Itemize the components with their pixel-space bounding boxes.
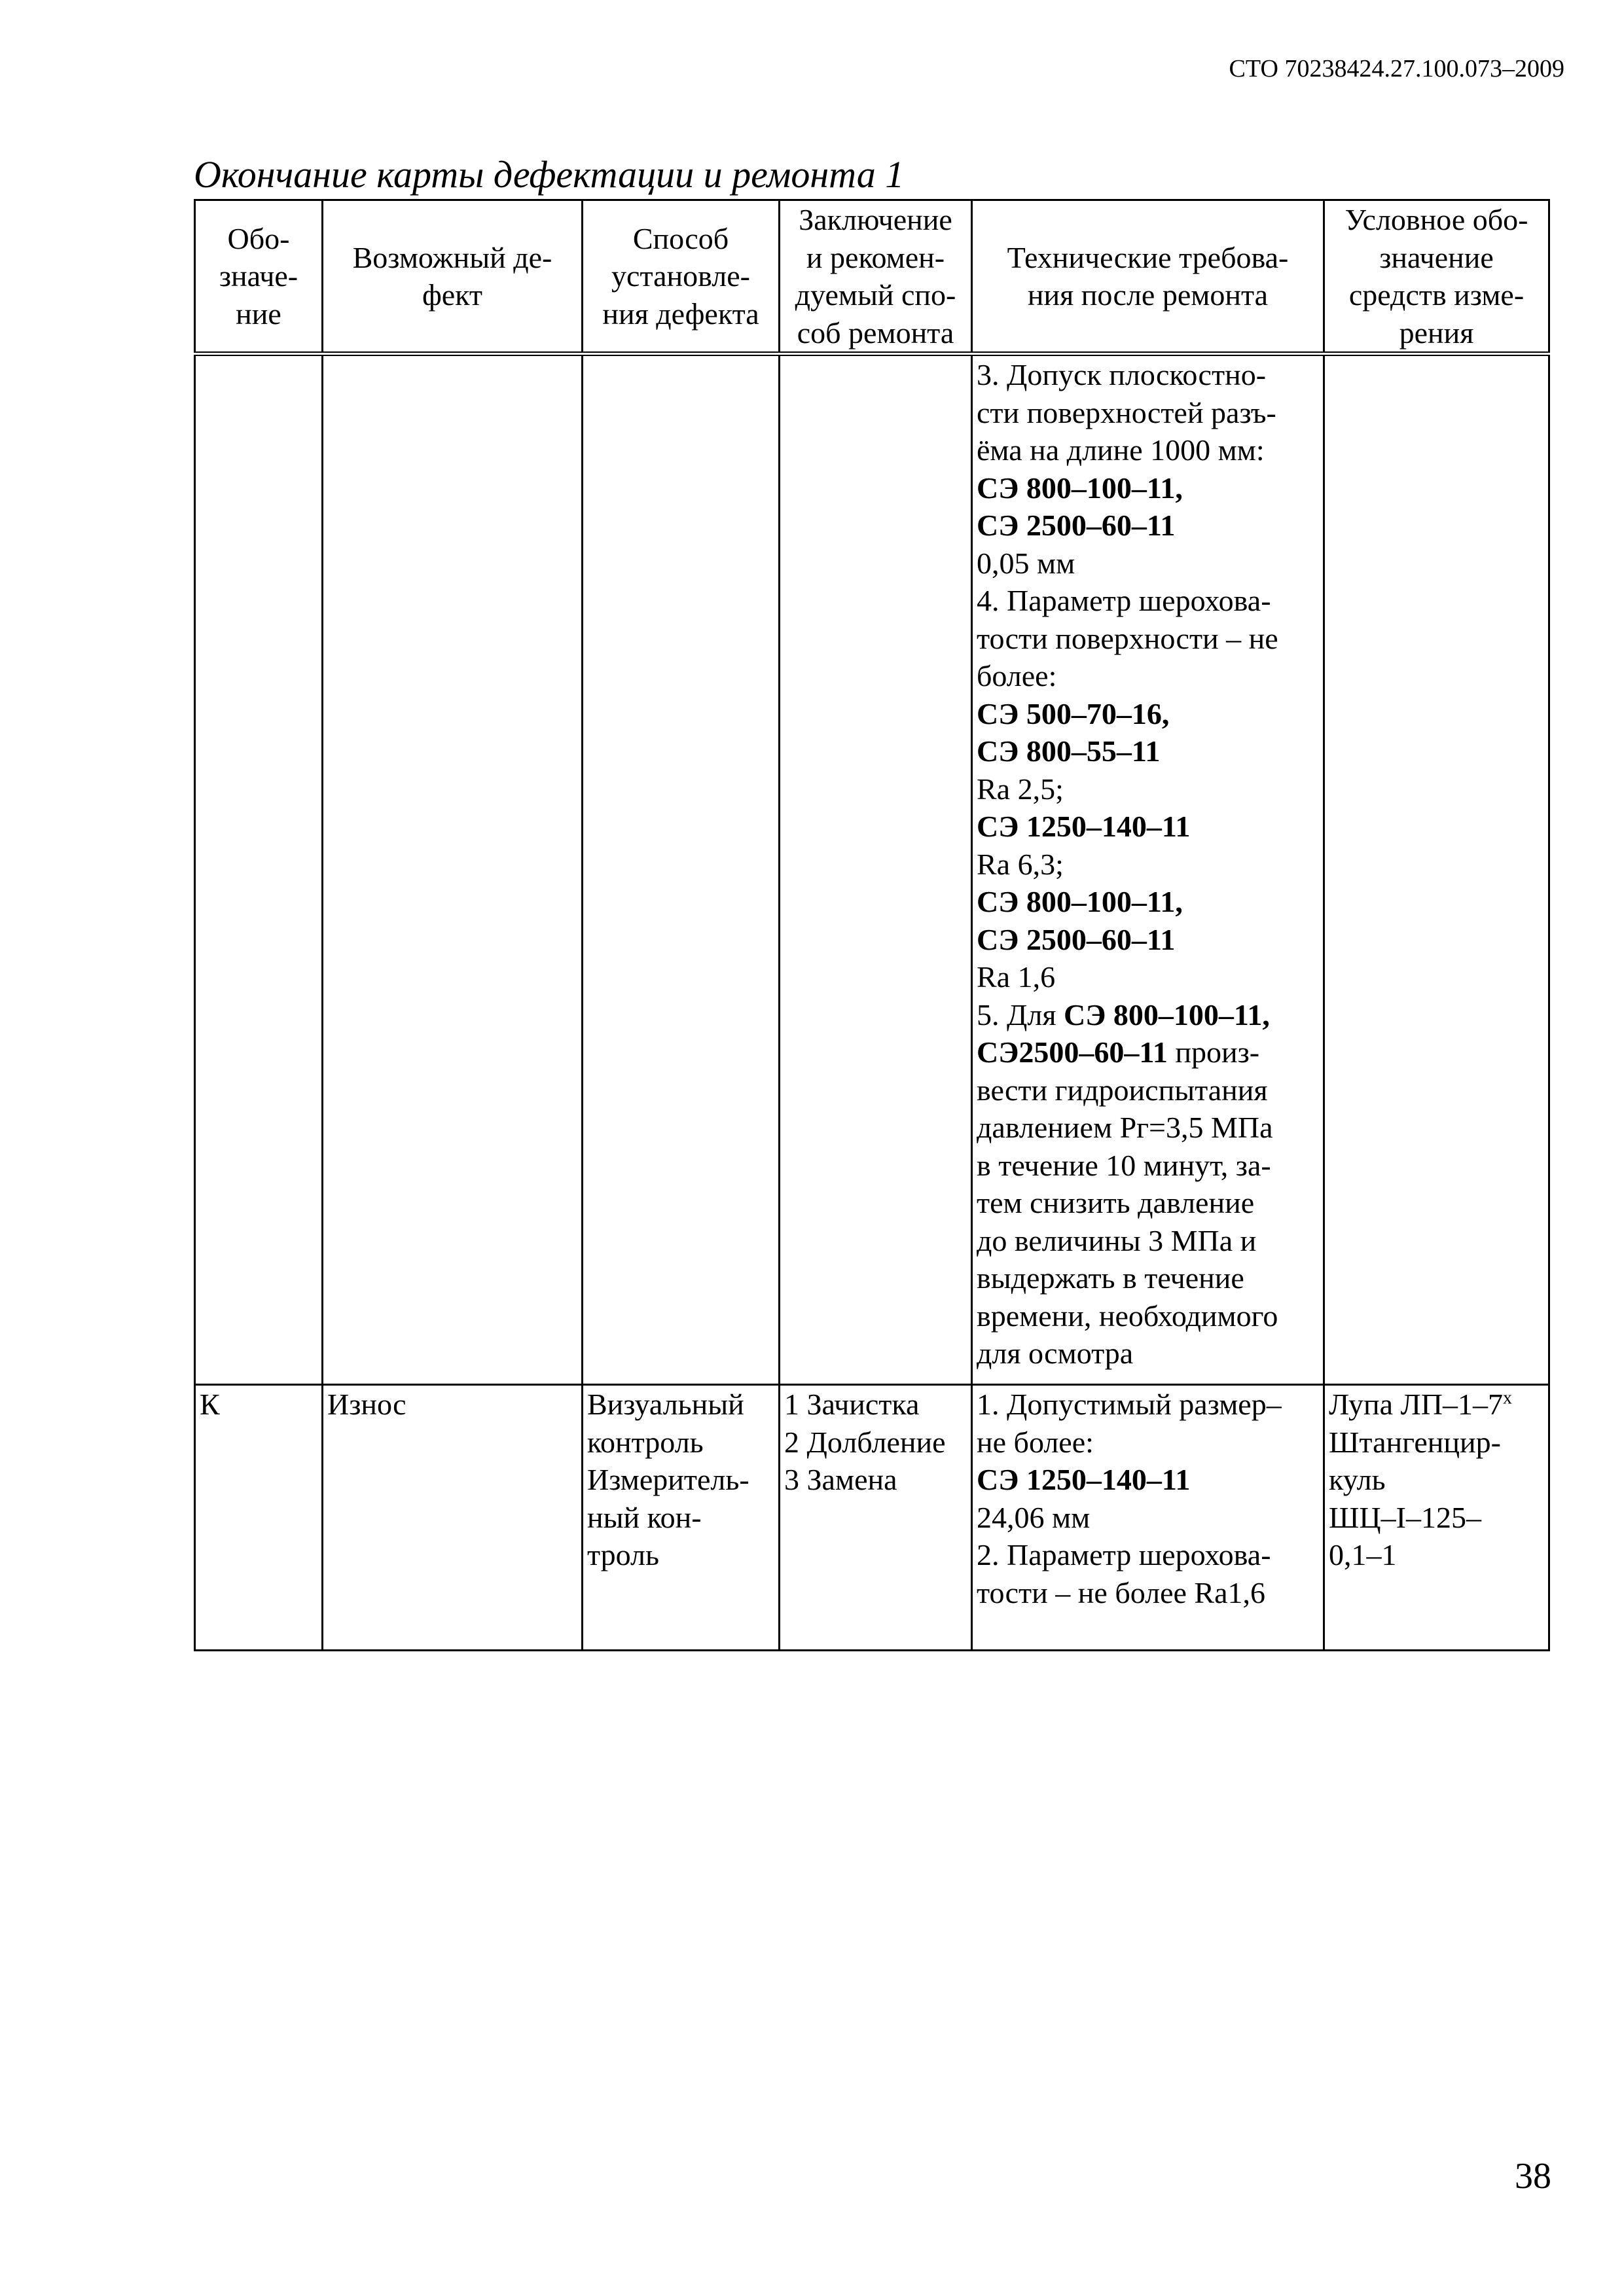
cell-designation <box>195 354 323 1385</box>
defect-repair-table <box>194 199 1550 1651</box>
cell-instruments: Лупа $ЛП-1-7^х$ Штангенцир- куль ШЦ–I–125– 0,1–1 <box>1324 1385 1549 1651</box>
page-number: 38 <box>1515 2156 1551 2197</box>
cell-defect <box>323 354 583 1385</box>
col-header-repair-method: Заключение и рекомен- дуемый спо- соб ремонта <box>780 200 972 354</box>
cell-designation: К <box>195 1385 323 1651</box>
col-header-instruments: Условное обо- значение средств изме- рения <box>1324 200 1549 354</box>
cell-tech-requirements: 1. Допустимый размер– не более: СЭ 1250–140–11 24,06 мм 2. Параметр шерохова- тости – не более Ra1,6 <box>972 1385 1324 1651</box>
cell-repair-method <box>780 354 972 1385</box>
col-header-tech-requirements: Технические требова- ния после ремонта <box>972 200 1324 354</box>
cell-tech-requirements: 3. Допуск плоскостно- сти поверхностей разъ- ёма на длине 1000 мм: СЭ 800–100–11, СЭ 2500–60–11 0,05 мм 4. Параметр шерохова- тости поверхности – не более: СЭ 500–70–16, СЭ 800–55–11 Ra 2,5; СЭ 1250–140–11 Ra 6,3; СЭ 800–100–11, СЭ 2500–60–11 Ra 1,6 5. Для СЭ 800–100–11, СЭ2500–60–11 произ- вести гидроиспытания давлением Рг=3,5 МПа в течение 10 минут, за- тем снизить давление до величины 3 МПа и выдержать в течение времени, необходимого для осмотра <box>972 354 1324 1385</box>
cell-instruments <box>1324 354 1549 1385</box>
document-code: СТО 70238424.27.100.073–2009 <box>1229 55 1564 82</box>
table-row <box>195 1385 1549 1651</box>
table-row <box>195 354 1549 1385</box>
cell-detection-method <box>583 354 780 1385</box>
cell-detection-method: Визуальный контроль Измеритель- ный кон- троль <box>583 1385 780 1651</box>
col-header-designation: Обо- значе- ние <box>195 200 323 354</box>
table-caption: Окончание карты дефектации и ремонта 1 <box>194 153 905 196</box>
table-header-row <box>195 200 1549 354</box>
col-header-defect: Возможный де- фект <box>323 200 583 354</box>
cell-repair-method: 1 Зачистка 2 Долбление 3 Замена <box>780 1385 972 1651</box>
cell-defect: Износ <box>323 1385 583 1651</box>
col-header-detection-method: Способ установле- ния дефекта <box>583 200 780 354</box>
